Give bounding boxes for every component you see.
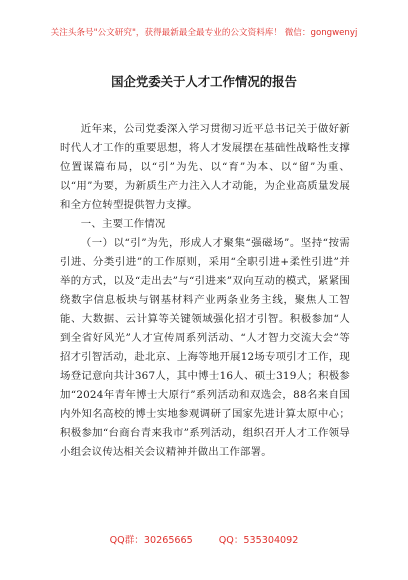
document-title: 国企党委关于人才工作情况的报告 [111, 74, 297, 89]
header-promo-note: 关注头条号"公文研究"，获得最新最全最专业的公文资料库！ 微信：gongwenyj [50, 28, 358, 38]
footer-qq-number: QQ：535304092 [218, 535, 299, 546]
document-body [60, 120, 350, 462]
footer-qq-group: QQ群：30265665 [109, 535, 193, 546]
subsection-paragraph: （一）以“引”为先，形成人才聚集“强磁场”。坚持“按需引进、分类引进”的工作原则，采用“全职引进+柔性引进”并举的方式，以及“走出去”与“引进来”双向互动的模式，紧紧围绕数字信息板块与钢基材料产业两条业务主线，聚焦人工智能、大数据、云计算等关键领域强化招才引智。积极参加“人到全省好风光”人才宣传周系列活动、“人才智力交流大会”等招才引智活动，赴北京、上海等地开展12场专项引才工作，现场登记意向共计367人，其中博士16人、硕士319人；积极参加“2024年青年博士大原行”系列活动和双选会，88名来自国内外知名高校的博士实地参观调研了国家先进计算太原中心；积极参加“台商台青来我市”系列活动，组织召开人才工作领导小组会议传达相关会议精神并做出工作部署。 [60, 237, 350, 458]
footer-contact [0, 532, 408, 546]
intro-paragraph: 近年来，公司党委深入学习贯彻习近平总书记关于做好新时代人才工作的重要思想，将人才发展摆在基础性战略性支撑位置谋篇布局，以“引”为先、以“育”为本、以“留”为重、以“用”为要，为新质生产力注入人才动能，为企业高质量发展和全方位转型提供智力支撑。 [60, 123, 350, 211]
section-heading: 一、主要工作情况 [80, 218, 166, 230]
